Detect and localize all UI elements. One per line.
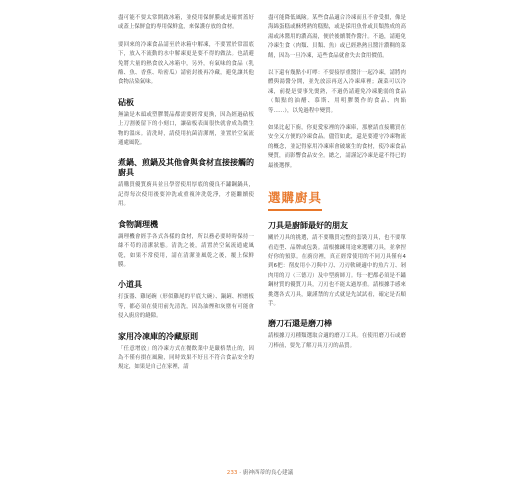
footer-separator: · xyxy=(237,470,243,476)
section-rule xyxy=(268,209,322,211)
book-title: 廚神西蒂的良心建議 xyxy=(242,470,294,476)
paragraph: 要回來的冷凍食品請至於冰箱中解凍，不要置於常溫底下，放入不流動的水中解凍更是要不得的做法。也請避免將大量的熱食放入冰箱中，另外，有氣味的食品（乳酪、魚、香蕉、哈密瓜）請密封後再冷藏，避免讓其他食物沾染氣味。 xyxy=(118,41,254,86)
paragraph: 打蛋器、雞尾碗（形似雞尾的平底大碗）、鍋鏟、榨磨板等，都必須在使用前先清洗，因為油煙和灰塵有可能會侵入廚房的縫隙。 xyxy=(118,294,254,320)
subheading-board: 砧板 xyxy=(118,97,134,107)
paragraph: 盡可能降低風險。某些食品適合冷凍而且不會受損，像是海綿蛋糕或酥烤熟的糕點，或是採用魚骨或貝類熬成的高湯或沐醬用的濃高湯，便於後續製作醬汁。不過，請避免冷凍生食（肉類、貝類、魚）或已經熟熱且醬汁濃稠的菜餚，因為一旦冷凍，這些食品就會失去食用價值。 xyxy=(268,15,406,59)
subheading-sharpen: 磨刀石還是磨刀棒 xyxy=(268,319,332,329)
subheading-processor: 食物調理機 xyxy=(118,219,158,229)
right-column xyxy=(268,14,406,359)
left-column xyxy=(118,14,254,381)
page-number: 233 xyxy=(226,470,238,476)
paragraph: 如果比起下廚，你更愛家裡的冷凍庫，那麼請直接購買在安全又方便的冷凍食品。儘管如此，還是要遵守冷凍物流的概念，並記得家用冷凍庫會破壞生的食材，使冷凍食品變質，而影響食品安全。總之，請謹記冷凍是還不得已的最後選擇。 xyxy=(268,125,406,169)
paragraph: 以下還有幾點小叮嚀：不要接厚重醬汁一起冷凍，請將肉體與湯醬分開，並先放涼再送入冷凍庫裡；蔬菜可以冷凍，前提是要事先燙熟，不過仍請避免冷凍脆弱的食品（類點的油醋、慕斯、用明膠製作的食品、肉餡等……），以免過程中變質。 xyxy=(268,70,406,114)
paragraph: 盡可能不要太常開啟冰箱，並使用保鮮膜或是確實蓋好或蓋上保鮮盒的專用保鮮盒，來保護存放的食材。 xyxy=(118,15,254,31)
paragraph: 「任意增放」的冷凍方式在餐飲業中是嚴格禁止的，因為不僅有損在風險，同時效果不好且不符合食品安全的規定，如果是自己在家裡，請 xyxy=(118,345,254,371)
paragraph: 請購買優質廚具並且學習使用厚底的優良不鏽鋼鍋具，記得每次使用後要沖洗或重複沖洗乾淨，才能繼續使用。 xyxy=(118,182,254,208)
subheading-knives: 刀具是廚師最好的朋友 xyxy=(268,221,348,231)
paragraph: 無論是木頭或塑膠製品都需要經常更換，因為經過砧板上刀割後留下的小刻口，讓砧板表面很快就會成為微生物的溫床。清洗時，請使用抗菌清潔劑，並置於空氣流通處風乾。 xyxy=(118,111,254,147)
page-footer xyxy=(0,468,520,476)
paragraph: 關於刀具的挑選，請不要購買完整的套裝刀具，也不要單看造型、品牌或包裝。請根據練用途來選購刀具，並拿捏好你的預算。在廚房裡，真正經常使用的不同刀具僅有4到6把：削皮用小刀與中刀、刀刃軟硬適中的魚片刀、剁肉用的刀（三德刀）及中型廚師刀。每一把都必須是不鏽鋼材質的優質刀具，刀刃也不能太過厚重。請根據手感來挑選各式刀具，嚴謹禁的方式就是先試試看，確定是否順手。 xyxy=(268,235,406,307)
subheading-freezer: 家用冷凍庫的冷藏原則 xyxy=(118,331,198,341)
paragraph: 請根據刀刃種類選取合適的磨刀工具。在使用磨刀石或磨刀棒前，要先了解刀具刀刃的品質。 xyxy=(268,333,406,349)
section-heading: 選購廚具 xyxy=(268,190,323,206)
subheading-utensils: 小道具 xyxy=(118,280,142,290)
paragraph: 調理機會經手各式各樣的食材，所以務必要時時保持一絲不苟的清潔狀態。清洗之後，請置於空氣流通處風乾，如果不常使用，請在清潔並風乾之後，覆上保鮮膜。 xyxy=(118,233,254,268)
subheading-pans: 煮鍋、煎鍋及其他會與食材直接接觸的廚具 xyxy=(118,158,254,178)
